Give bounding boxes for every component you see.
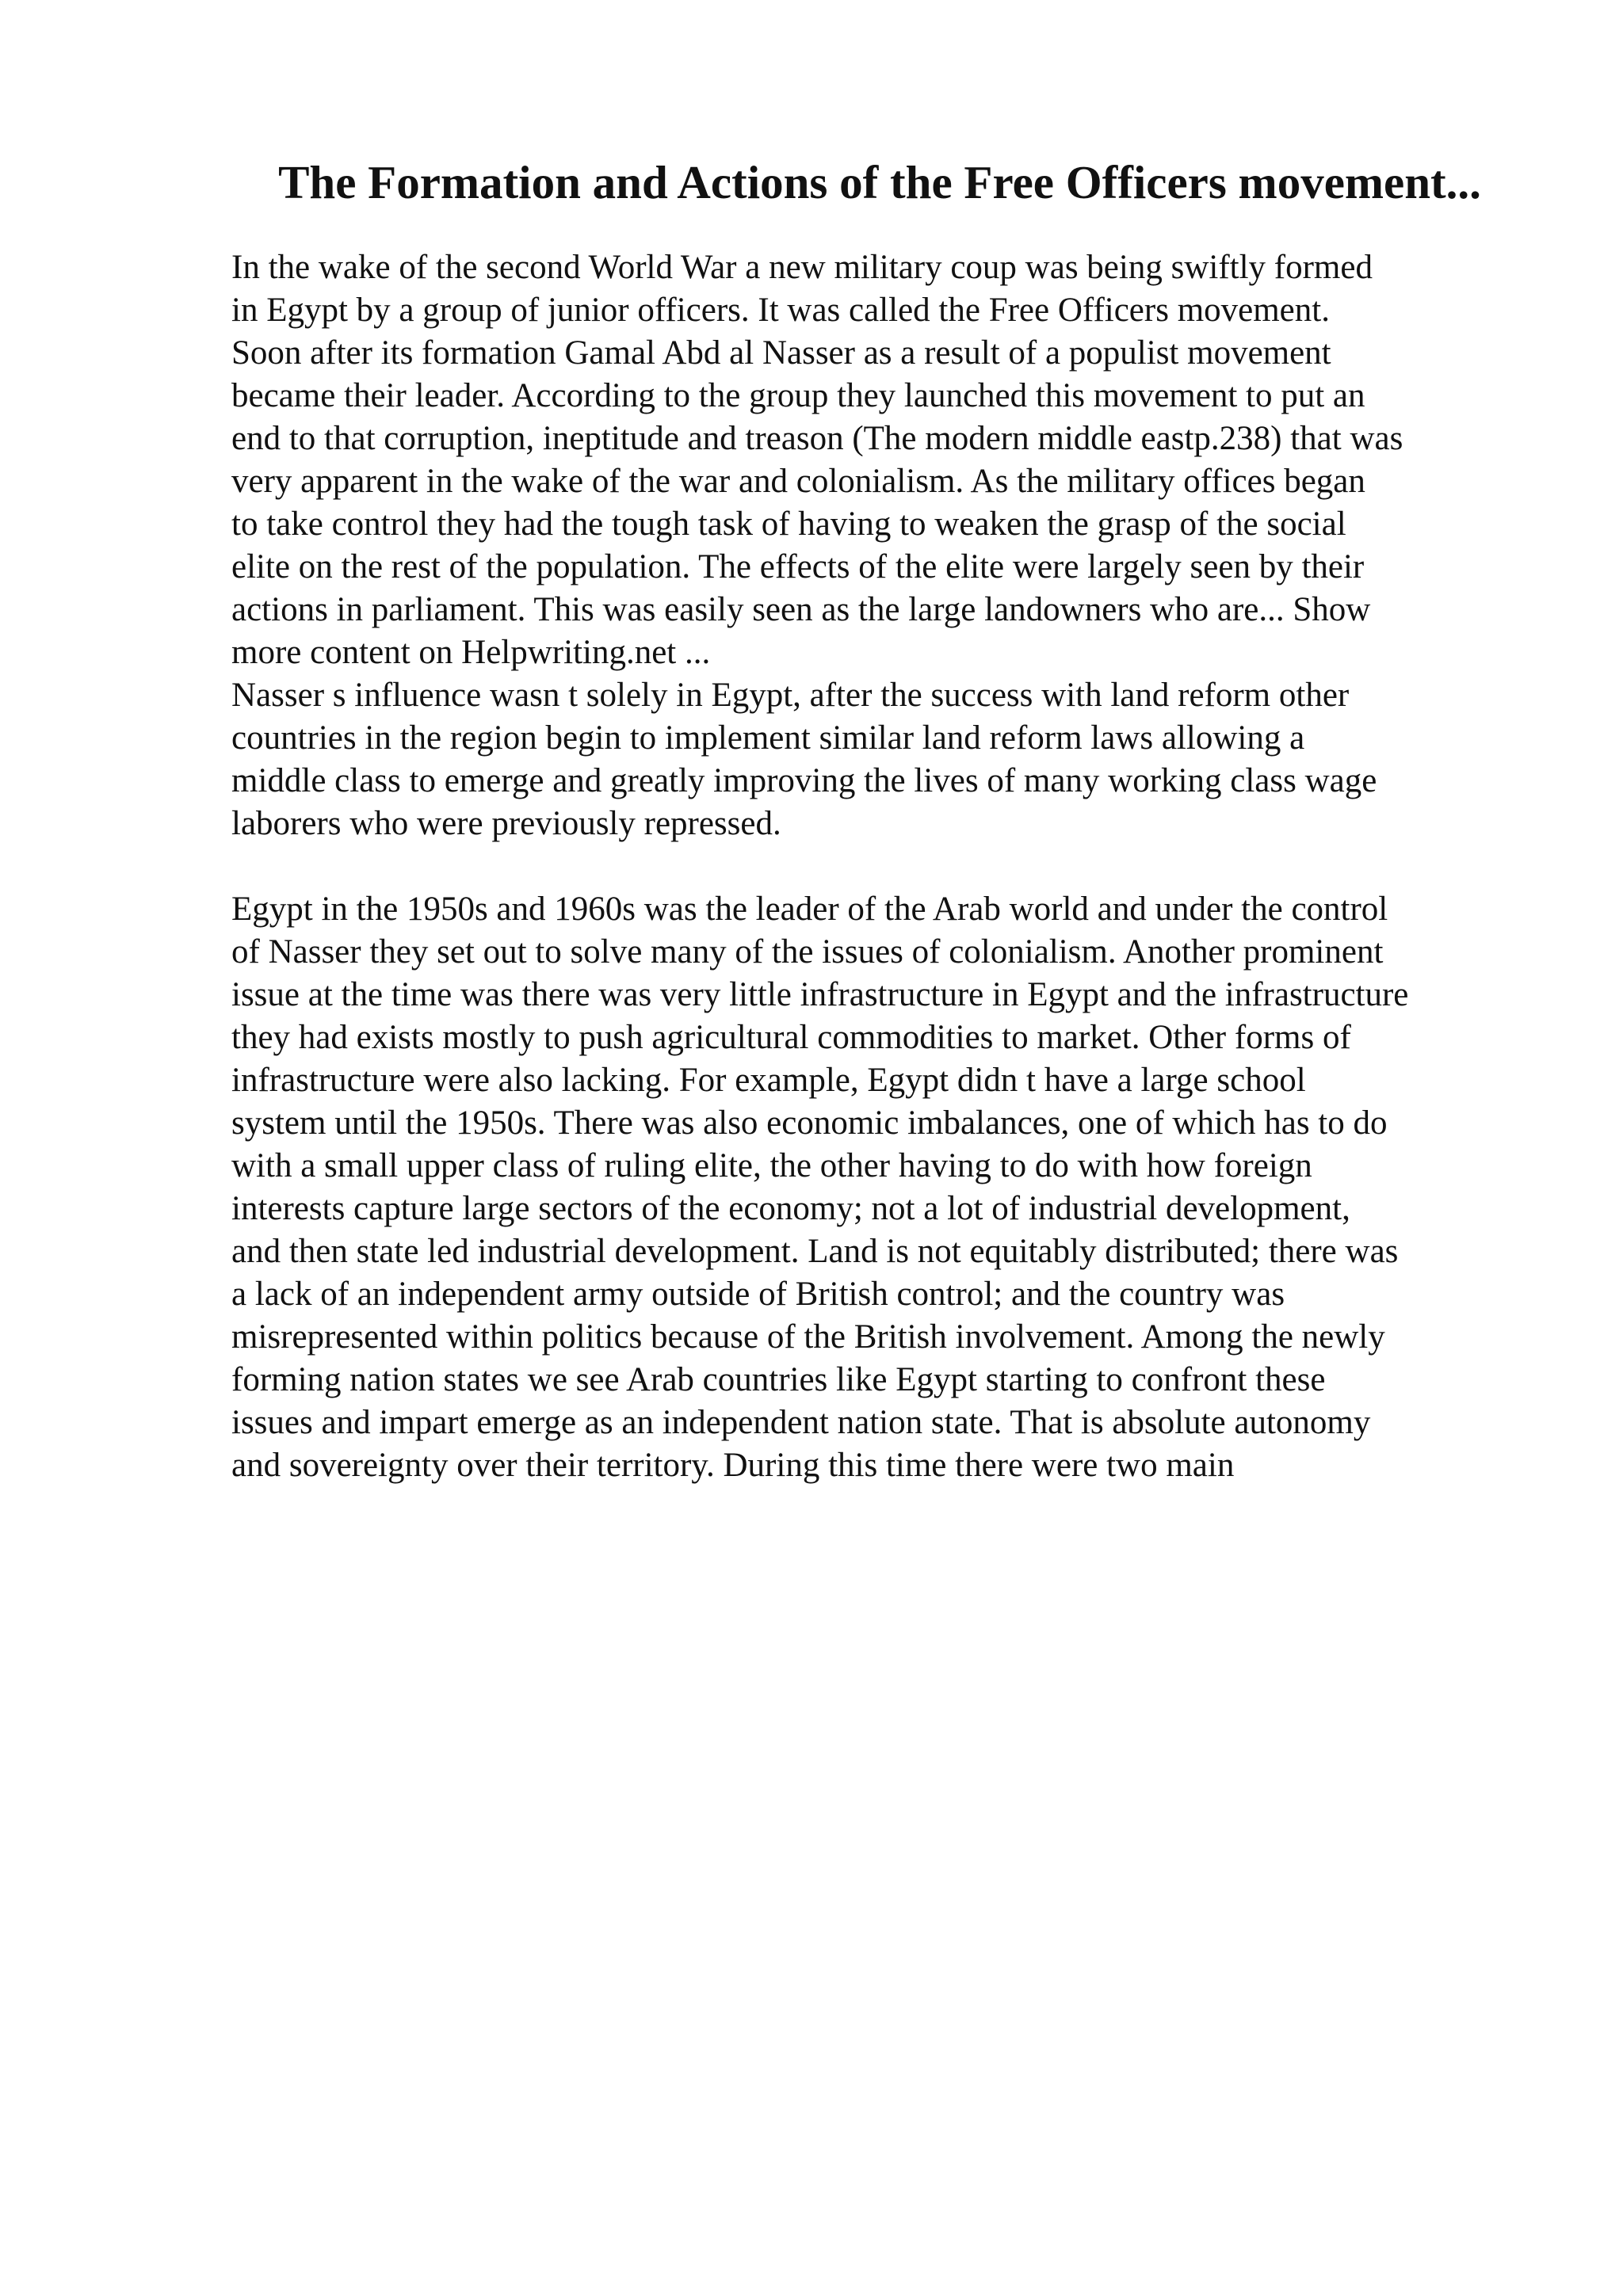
text-line: more content on Helpwriting.net ... xyxy=(231,634,711,671)
text-line: a lack of an independent army outside of British control; and the country was xyxy=(231,1276,1285,1313)
page-title: The Formation and Actions of the Free Officers movement... xyxy=(278,156,1481,208)
text-line: and then state led industrial development. Land is not equitably distributed; there was xyxy=(231,1233,1399,1270)
text-line: and sovereignty over their territory. During this time there were two main xyxy=(231,1447,1235,1484)
paragraph-spacer xyxy=(231,845,1563,888)
paragraph-2 xyxy=(231,674,1563,845)
text-line: issues and impart emerge as an independent nation state. That is absolute autonomy xyxy=(231,1404,1371,1441)
text-line: Nasser s influence wasn t solely in Egypt, after the success with land reform other xyxy=(231,677,1350,714)
text-line: system until the 1950s. There was also economic imbalances, one of which has to do xyxy=(231,1104,1388,1142)
text-line: middle class to emerge and greatly improving the lives of many working class wage xyxy=(231,762,1377,799)
text-line: actions in parliament. This was easily seen as the large landowners who are... Show xyxy=(231,591,1371,628)
paragraph-3 xyxy=(231,888,1563,1487)
text-line: Egypt in the 1950s and 1960s was the leader of the Arab world and under the control xyxy=(231,891,1388,928)
document-body xyxy=(231,246,1563,1487)
text-line: elite on the rest of the population. The effects of the elite were largely seen by their xyxy=(231,548,1365,585)
text-line: they had exists mostly to push agricultural commodities to market. Other forms of xyxy=(231,1019,1351,1056)
text-line: In the wake of the second World War a new military coup was being swiftly formed xyxy=(231,249,1373,286)
text-line: of Nasser they set out to solve many of the issues of colonialism. Another prominent xyxy=(231,933,1384,971)
text-line: Soon after its formation Gamal Abd al Nasser as a result of a populist movement xyxy=(231,334,1331,372)
text-line: countries in the region begin to implement similar land reform laws allowing a xyxy=(231,719,1305,757)
text-line: to take control they had the tough task of having to weaken the grasp of the social xyxy=(231,505,1346,543)
text-line: misrepresented within politics because of the British involvement. Among the newly xyxy=(231,1318,1385,1356)
text-line: with a small upper class of ruling elite, the other having to do with how foreign xyxy=(231,1147,1312,1184)
text-line: very apparent in the wake of the war and colonialism. As the military offices began xyxy=(231,463,1365,500)
text-line: end to that corruption, ineptitude and treason (The modern middle eastp.238) that was xyxy=(231,420,1403,457)
text-line: interests capture large sectors of the economy; not a lot of industrial development, xyxy=(231,1190,1350,1227)
text-line: infrastructure were also lacking. For example, Egypt didn t have a large school xyxy=(231,1062,1306,1099)
paragraph-1 xyxy=(231,246,1563,674)
text-line: in Egypt by a group of junior officers. It was called the Free Officers movement. xyxy=(231,292,1330,329)
text-line: forming nation states we see Arab countries like Egypt starting to confront these xyxy=(231,1361,1326,1398)
text-line: laborers who were previously repressed. xyxy=(231,805,781,842)
text-line: became their leader. According to the group they launched this movement to put an xyxy=(231,377,1365,414)
text-line: issue at the time was there was very little infrastructure in Egypt and the infrastructure xyxy=(231,976,1409,1013)
